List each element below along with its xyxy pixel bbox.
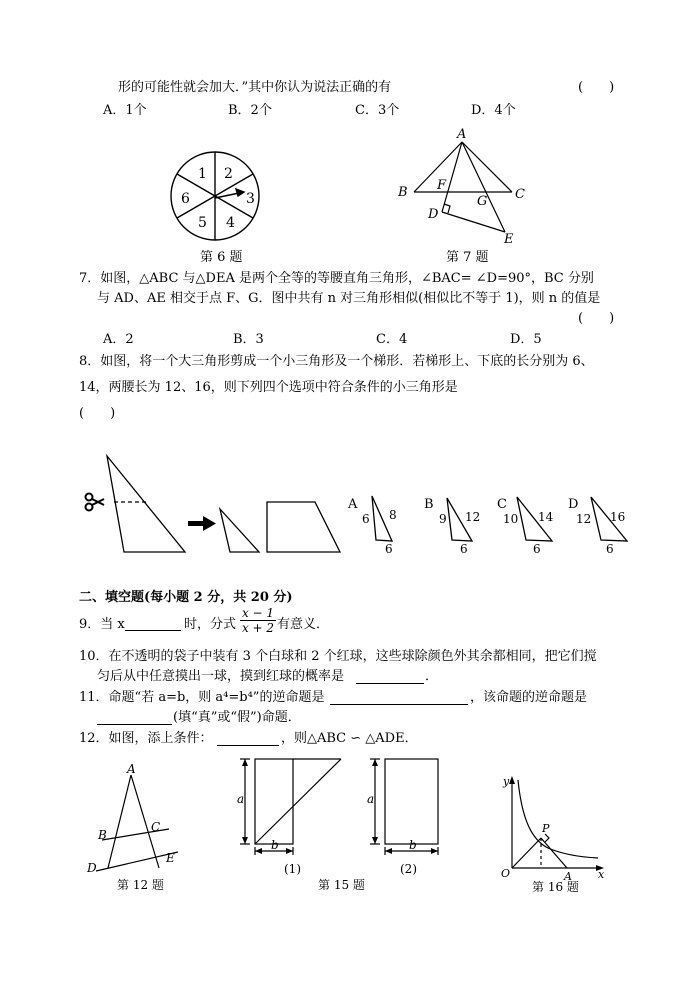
fig12-caption: 第 12 题	[117, 878, 164, 892]
q8-choice-d-left: 12	[576, 512, 592, 526]
fig7-point-g: G	[477, 194, 488, 209]
q6-option-d: D．4个	[471, 103, 516, 118]
q10-end: ．	[425, 669, 439, 684]
spinner-number-3: 3	[246, 191, 255, 207]
q8-choice-a-left: 6	[362, 512, 370, 526]
q6-answer-paren: ( )	[578, 80, 615, 95]
q8-choice-d-right: 16	[610, 510, 626, 524]
fig16-label-x: x	[598, 868, 605, 881]
q9-prefix: 9．当 x	[79, 617, 125, 632]
fig15-part2-a: a	[367, 792, 375, 806]
fig7-point-c: C	[515, 187, 525, 202]
q7-option-d: D．5	[510, 332, 542, 347]
fig15-part1-arrowheads	[242, 759, 293, 854]
q12-suffix: ，则△ABC ∽ △ADE．	[281, 731, 418, 746]
q8-choice-c-letter: C	[497, 497, 507, 512]
q11-line2: (填“真”或“假”)命题．	[173, 710, 301, 725]
fig15-part1-b: b	[271, 838, 279, 852]
q7-option-b: B．3	[233, 332, 264, 347]
q10-blank[interactable]	[356, 683, 424, 684]
q12-blank[interactable]	[217, 745, 279, 746]
fig15-part2-arrowheads	[372, 759, 438, 854]
fig7-point-a: A	[457, 127, 467, 142]
fig12-point-d: D	[87, 861, 97, 875]
q8-choice-b-right: 12	[465, 510, 481, 524]
section2-heading: 二、填空题(每小题 2 分，共 20 分)	[79, 590, 293, 605]
q8-text-line2: 14，两腰长为 12、16，则下列四个选项中符合条件的小三角形是	[79, 380, 458, 395]
fig16-label-o: O	[501, 867, 511, 880]
spinner-number-6: 6	[181, 191, 190, 207]
q8-figure	[107, 456, 627, 552]
spinner-number-1: 1	[198, 166, 207, 182]
q8-choice-b-left: 9	[439, 512, 447, 526]
fig15-part2	[370, 759, 438, 855]
q11-blank-converse[interactable]	[330, 704, 468, 705]
fig7-point-b: B	[398, 185, 408, 200]
q8-choice-c-left: 10	[503, 512, 519, 526]
q8-choice-a-bottom: 6	[385, 542, 393, 556]
q6-option-a: A．1个	[103, 103, 147, 118]
q9-numerator: x − 1	[241, 606, 275, 620]
spinner-number-2: 2	[224, 166, 233, 182]
fig6-caption: 第 6 题	[200, 250, 243, 265]
fig15-part1	[240, 759, 341, 855]
fig16-label-a: A	[564, 870, 572, 883]
fig16-caption: 第 16 题	[532, 880, 579, 894]
q9-denominator: x + 2	[241, 621, 275, 635]
q6-option-c: C．3个	[355, 103, 400, 118]
q8-choice-c-bottom: 6	[533, 542, 541, 556]
q10-line2: 匀后从中任意摸出一球，摸到红球的概率是	[97, 669, 345, 684]
q8-answer-paren: ( )	[79, 406, 116, 421]
q7-option-c: C．4	[376, 332, 408, 347]
fig15-sub1: (1)	[284, 862, 301, 876]
fig7-point-d: D	[428, 207, 439, 222]
spinner-number-5: 5	[198, 215, 207, 231]
q10-line1: 10．在不透明的袋子中装有 3 个白球和 2 个红球，这些球除颜色外其余都相同，把它们搅	[79, 649, 597, 664]
q9-mid: 时，分式	[184, 617, 237, 632]
fig12-point-c: C	[151, 820, 161, 834]
q8-choice-b-letter: B	[424, 497, 434, 512]
scissors-icon	[86, 494, 105, 511]
q9-blank[interactable]	[125, 630, 181, 631]
fig12-point-b: B	[98, 828, 107, 842]
fig15-part1-a: a	[237, 792, 245, 806]
q12-prefix: 12．如图，添上条件：	[79, 731, 213, 746]
q8-choice-c-right: 14	[538, 510, 554, 524]
q7-text-line1: 7．如图，△ABC 与△DEA 是两个全等的等腰直角三角形，∠BAC= ∠D=90°，BC 分别	[79, 271, 594, 286]
q7-option-a: A．2	[103, 332, 134, 347]
q9-suffix: 有意义．	[277, 617, 330, 632]
q8-choice-d-letter: D	[568, 497, 579, 512]
q11-line1-prefix: 11．命题“若 a=b，则 a⁴=b⁴”的逆命题是	[79, 690, 325, 705]
fig16-graph	[512, 780, 598, 868]
fig16-label-y: y	[503, 775, 510, 788]
fig15-caption: 第 15 题	[318, 878, 365, 892]
spinner-number-4: 4	[226, 215, 235, 231]
q6-option-b: B．2个	[228, 103, 272, 118]
q8-choice-b-bottom: 6	[460, 542, 468, 556]
fig12-point-e: E	[166, 851, 175, 865]
q11-blank-truth[interactable]	[97, 724, 172, 725]
q8-choice-d-bottom: 6	[606, 542, 614, 556]
q8-text-line1: 8．如图，将一个大三角形剪成一个小三角形及一个梯形．若梯形上、下底的长分别为 6、	[79, 354, 594, 369]
fig15-part2-b: b	[409, 838, 417, 852]
right-arrow-icon	[188, 516, 216, 531]
q8-choice-a-letter: A	[348, 497, 358, 512]
q8-choice-a-right: 8	[389, 508, 397, 522]
q6-continuation: 形的可能性就会加大．”其中你认为说法正确的有	[118, 80, 392, 95]
q7-answer-paren: ( )	[578, 311, 615, 326]
fig15-sub2: (2)	[400, 862, 417, 876]
q11-line1-suffix: ，该命题的逆命题是	[470, 690, 588, 705]
q7-text-line2: 与 AD、AE 相交于点 F、G．图中共有 n 对三角形相似(相似比不等于 1)，则 n 的值是	[97, 291, 601, 306]
fig16-label-p: P	[542, 822, 550, 835]
fig7-caption: 第 7 题	[446, 250, 489, 265]
fig7-point-e: E	[504, 232, 514, 247]
q9-fraction	[240, 606, 276, 635]
fig12-point-a: A	[127, 762, 136, 776]
fig7-point-f: F	[437, 178, 447, 193]
